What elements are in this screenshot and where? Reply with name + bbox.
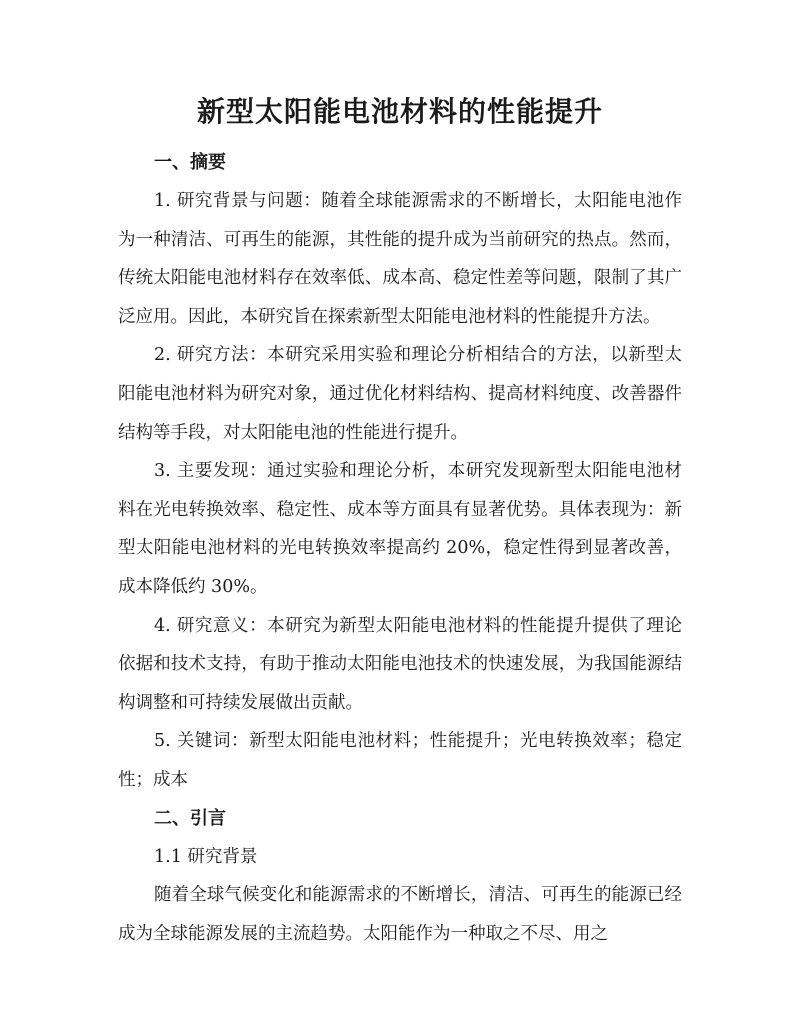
introduction-paragraph: 随着全球气候变化和能源需求的不断增长，清洁、可再生的能源已经成为全球能源发展的主流趋势。太阳能作为一种取之不尽、用之 <box>118 885 682 944</box>
subsection-heading-background: 1.1 研究背景 <box>154 846 258 867</box>
abstract-item-significance: 4. 研究意义：本研究为新型太阳能电池材料的性能提升提供了理论依据和技术支持，有助于推动太阳能电池技术的快速发展，为我国能源结构调整和可持续发展做出贡献。 <box>118 615 682 713</box>
section-heading-introduction: 二、引言 <box>154 807 226 829</box>
abstract-item-background: 1. 研究背景与问题：随着全球能源需求的不断增长，太阳能电池作为一种清洁、可再生的能源，其性能的提升成为当前研究的热点。然而，传统太阳能电池材料存在效率低、成本高、稳定性差等问题，限制了其广泛应用。因此，本研究旨在探索新型太阳能电池材料的性能提升方法。 <box>118 191 682 327</box>
abstract-item-findings: 3. 主要发现：通过实验和理论分析，本研究发现新型太阳能电池材料在光电转换效率、稳定性、成本等方面具有显著优势。具体表现为：新型太阳能电池材料的光电转换效率提高约 20%，稳定性得到显著改善，成本降低约 30%。 <box>118 461 682 597</box>
abstract-item-method: 2. 研究方法：本研究采用实验和理论分析相结合的方法，以新型太阳能电池材料为研究对象，通过优化材料结构、提高材料纯度、改善器件结构等手段，对太阳能电池的性能进行提升。 <box>118 345 682 443</box>
abstract-item-keywords: 5. 关键词：新型太阳能电池材料；性能提升；光电转换效率；稳定性；成本 <box>118 731 682 790</box>
section-heading-abstract: 一、摘要 <box>154 152 226 173</box>
document-title: 新型太阳能电池材料的性能提升 <box>196 95 603 128</box>
